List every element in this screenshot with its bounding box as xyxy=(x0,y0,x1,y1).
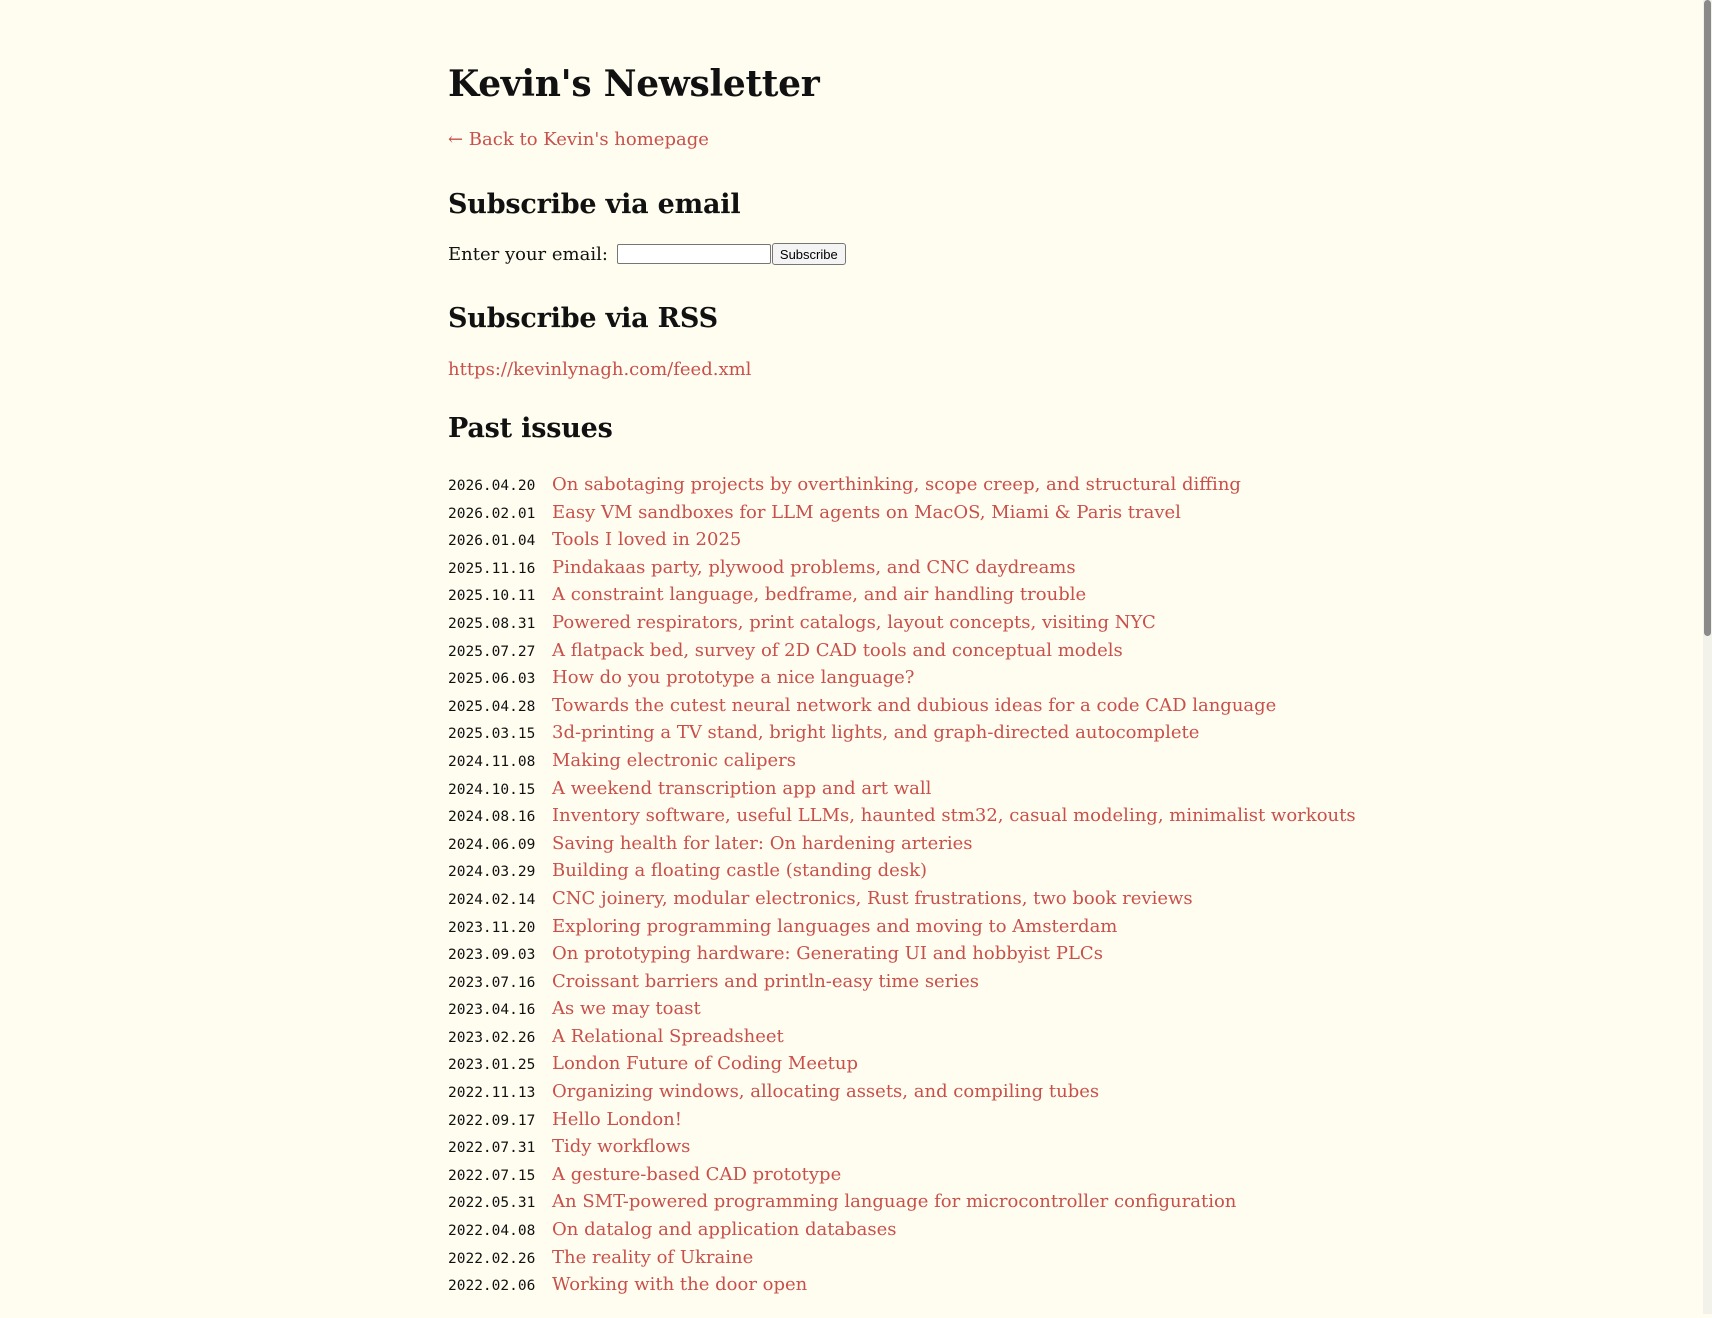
issue-link[interactable]: London Future of Coding Meetup xyxy=(552,1053,858,1075)
issue-link[interactable]: Pindakaas party, plywood problems, and CNC daydreams xyxy=(552,556,1076,578)
list-item xyxy=(448,860,1348,888)
email-subscribe-form xyxy=(448,240,1348,268)
list-item xyxy=(448,1053,1348,1081)
issue-link[interactable]: Building a floating castle (standing desk) xyxy=(552,860,927,882)
past-issues-list xyxy=(448,474,1356,1302)
issue-date: 2024.11.08 xyxy=(448,753,536,770)
issue-link[interactable]: The reality of Ukraine xyxy=(552,1246,754,1268)
issue-date: 2022.02.06 xyxy=(448,1278,536,1295)
issue-date: 2025.11.16 xyxy=(448,560,536,577)
list-item xyxy=(448,943,1348,971)
list-item xyxy=(448,750,1348,778)
issue-date: 2023.11.20 xyxy=(448,919,536,936)
list-item xyxy=(448,971,1348,999)
issue-link[interactable]: Tidy workflows xyxy=(552,1136,691,1158)
issue-link[interactable]: On sabotaging projects by overthinking, scope creep, and structural diffing xyxy=(552,474,1241,495)
list-item xyxy=(448,1247,1348,1275)
list-item xyxy=(448,667,1348,695)
issue-link[interactable]: Powered respirators, print catalogs, layout concepts, visiting NYC xyxy=(552,611,1156,633)
list-item xyxy=(448,778,1348,806)
issue-link[interactable]: CNC joinery, modular electronics, Rust frustrations, two book reviews xyxy=(552,887,1193,909)
page-content xyxy=(448,0,1356,1318)
list-item xyxy=(448,502,1348,530)
issue-date: 2023.01.25 xyxy=(448,1057,536,1074)
issue-date: 2022.05.31 xyxy=(448,1195,536,1212)
issue-date: 2022.11.13 xyxy=(448,1085,536,1102)
list-item xyxy=(448,1164,1348,1192)
list-item xyxy=(448,640,1348,668)
list-item xyxy=(448,1081,1348,1109)
email-input[interactable] xyxy=(617,244,771,264)
issue-link[interactable]: A Relational Spreadsheet xyxy=(552,1025,784,1047)
issue-date: 2024.03.29 xyxy=(448,864,536,881)
list-item xyxy=(448,557,1348,585)
issue-date: 2023.07.16 xyxy=(448,974,536,991)
issue-date: 2026.01.04 xyxy=(448,533,536,550)
issue-link[interactable]: Hello London! xyxy=(552,1108,682,1130)
list-item xyxy=(448,695,1348,723)
issue-date: 2025.07.27 xyxy=(448,643,536,660)
subscribe-rss-heading: Subscribe via RSS xyxy=(448,303,718,334)
issue-link[interactable]: A weekend transcription app and art wall xyxy=(552,777,932,799)
email-label: Enter your email: xyxy=(448,243,608,265)
issue-link[interactable]: A gesture-based CAD prototype xyxy=(552,1163,842,1185)
issue-link[interactable]: An SMT-powered programming language for microcontroller configuration xyxy=(552,1191,1237,1213)
list-item xyxy=(448,474,1348,502)
list-item xyxy=(448,1136,1348,1164)
issue-link[interactable]: Working with the door open xyxy=(552,1274,808,1296)
issue-date: 2023.02.26 xyxy=(448,1029,536,1046)
issue-date: 2022.07.31 xyxy=(448,1140,536,1157)
issue-link[interactable]: Towards the cutest neural network and dubious ideas for a code CAD language xyxy=(552,694,1277,716)
issue-date: 2024.02.14 xyxy=(448,891,536,908)
back-to-homepage-link[interactable]: ← Back to Kevin's homepage xyxy=(448,129,709,150)
issue-link[interactable]: A flatpack bed, survey of 2D CAD tools and conceptual models xyxy=(552,639,1123,661)
issue-date: 2025.03.15 xyxy=(448,726,536,743)
issue-date: 2026.04.20 xyxy=(448,478,536,494)
issue-date: 2022.07.15 xyxy=(448,1167,536,1184)
issue-link[interactable]: Croissant barriers and println-easy time series xyxy=(552,970,979,992)
issue-link[interactable]: On datalog and application databases xyxy=(552,1219,897,1241)
issue-link[interactable]: As we may toast xyxy=(552,998,701,1020)
list-item xyxy=(448,584,1348,612)
scrollbar-thumb[interactable] xyxy=(1704,0,1711,636)
issue-date: 2025.04.28 xyxy=(448,698,536,715)
issue-date: 2023.09.03 xyxy=(448,947,536,964)
issue-date: 2024.10.15 xyxy=(448,781,536,798)
issue-date: 2025.10.11 xyxy=(448,588,536,605)
issue-date: 2024.06.09 xyxy=(448,836,536,853)
page-title: Kevin's Newsletter xyxy=(448,63,820,105)
list-item xyxy=(448,612,1348,640)
issue-link[interactable]: A constraint language, bedframe, and air handling trouble xyxy=(552,584,1087,606)
list-item xyxy=(448,1026,1348,1054)
issue-date: 2022.09.17 xyxy=(448,1112,536,1129)
issue-link[interactable]: Organizing windows, allocating assets, and compiling tubes xyxy=(552,1081,1100,1103)
issue-link[interactable]: How do you prototype a nice language? xyxy=(552,667,915,689)
issue-date: 2025.06.03 xyxy=(448,671,536,688)
subscribe-button[interactable]: Subscribe xyxy=(772,243,846,265)
list-item xyxy=(448,529,1348,557)
list-item xyxy=(448,1191,1348,1219)
issue-date: 2022.04.08 xyxy=(448,1223,536,1240)
issue-date: 2026.02.01 xyxy=(448,505,536,522)
past-issues-heading: Past issues xyxy=(448,413,613,444)
list-item xyxy=(448,916,1348,944)
list-item xyxy=(448,1274,1348,1302)
issue-date: 2023.04.16 xyxy=(448,1002,536,1019)
vertical-scrollbar[interactable] xyxy=(1703,0,1712,1314)
issue-link[interactable]: Saving health for later: On hardening arteries xyxy=(552,832,973,854)
issue-date: 2022.02.26 xyxy=(448,1250,536,1267)
issue-link[interactable]: Tools I loved in 2025 xyxy=(552,529,742,551)
list-item xyxy=(448,998,1348,1026)
list-item xyxy=(448,833,1348,861)
issue-link[interactable]: Easy VM sandboxes for LLM agents on MacOS, Miami & Paris travel xyxy=(552,501,1181,523)
issue-date: 2024.08.16 xyxy=(448,809,536,826)
list-item xyxy=(448,1109,1348,1137)
issue-link[interactable]: Inventory software, useful LLMs, haunted stm32, casual modeling, minimalist workouts xyxy=(552,805,1356,827)
subscribe-email-heading: Subscribe via email xyxy=(448,189,741,220)
list-item xyxy=(448,1219,1348,1247)
issue-link[interactable]: 3d-printing a TV stand, bright lights, and graph-directed autocomplete xyxy=(552,722,1200,744)
issue-link[interactable]: Making electronic calipers xyxy=(552,749,796,771)
rss-feed-link[interactable]: https://kevinlynagh.com/feed.xml xyxy=(448,359,752,380)
issue-link[interactable]: Exploring programming languages and moving to Amsterdam xyxy=(552,915,1118,937)
list-item xyxy=(448,805,1356,833)
list-item xyxy=(448,888,1348,916)
issue-link[interactable]: On prototyping hardware: Generating UI and hobbyist PLCs xyxy=(552,943,1103,965)
issue-date: 2025.08.31 xyxy=(448,615,536,632)
list-item xyxy=(448,722,1348,750)
